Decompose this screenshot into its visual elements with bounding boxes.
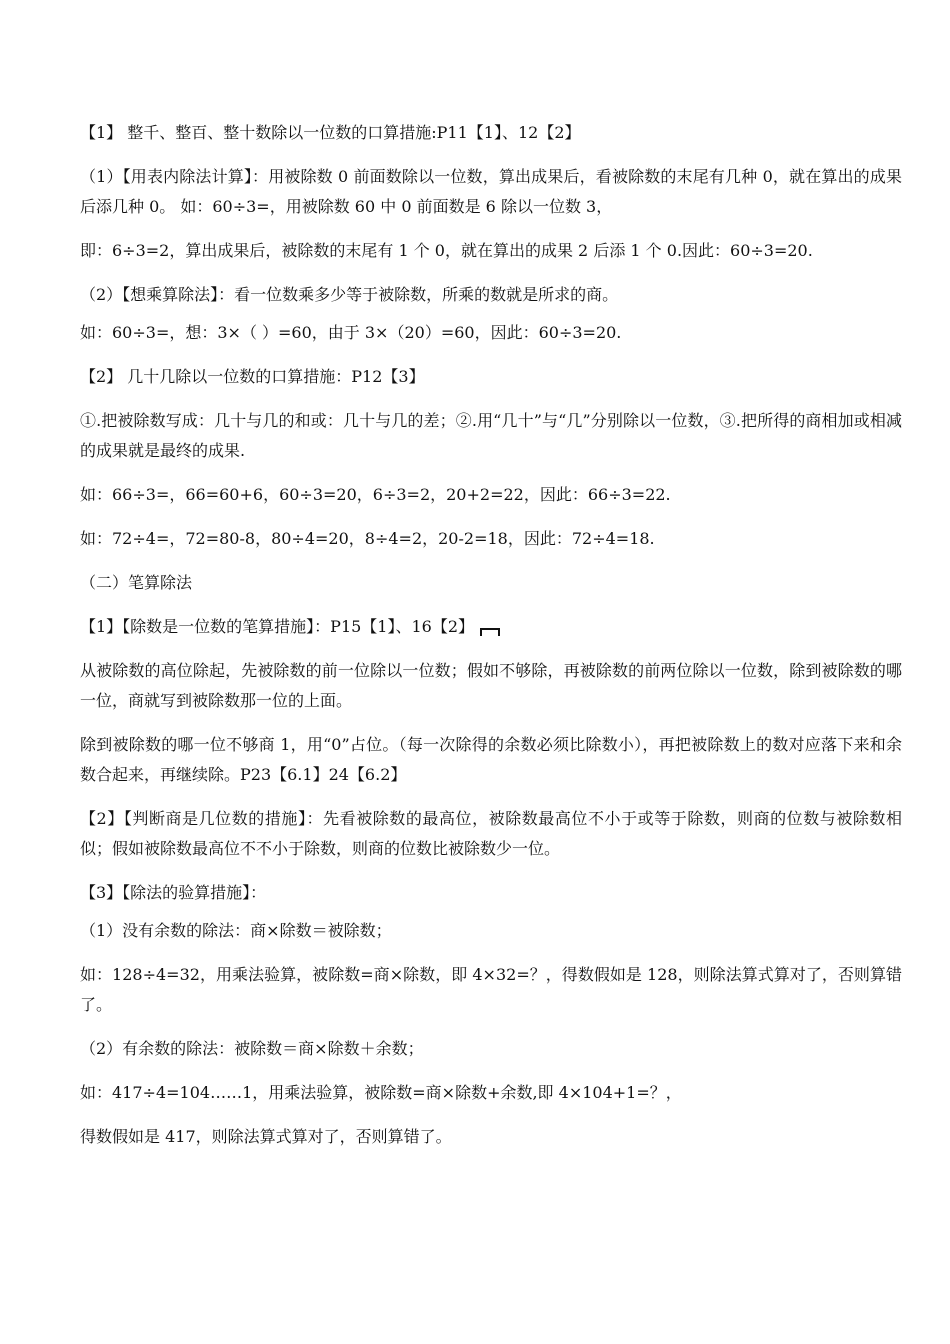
paragraph-example-417-div-4: 如：417÷4=104……1，用乘法验算，被除数=商×除数+余数,即 4×104+1=？，: [80, 1083, 682, 1102]
paragraph-example-128-div-4: 如：128÷4=32，用乘法验算，被除数=商×除数，即 4×32=？，得数假如是 128，则除法算式算对了，否则算错了。: [80, 965, 902, 1014]
paragraph-example-72-div-4: 如：72÷4=，72=80-8，80÷4=20，8÷4=2，20-2=18，因此：72÷4=18.: [80, 529, 655, 548]
paragraph-check-result: 得数假如是 417，则除法算式算对了，否则算错了。: [80, 1127, 452, 1146]
paragraph-no-remainder: （1）没有余数的除法：商×除数＝被除数；: [80, 921, 392, 940]
paragraph-zero-placeholder: 除到被除数的哪一位不够商 1，用“0”占位。（每一次除得的余数必须比除数小），再把被除数上的数对应落下来和余数合起来，再继续除。P23【6.1】24【6.2】: [80, 735, 902, 784]
heading-one-digit-divisor-text: 【1】【除数是一位数的笔算措施】：P15【1】、16【2】: [80, 617, 475, 636]
heading-one-digit-divisor-method: [80, 612, 902, 642]
document-page: [80, 118, 902, 1166]
paragraph-quotient-digits: 【2】【判断商是几位数的措施】：先看被除数的最高位，被除数最高位不小于或等于除数，则商的位数与被除数相似；假如被除数最高位不不小于除数，则商的位数比被除数少一位。: [80, 809, 902, 858]
paragraph-split-method: ①.把被除数写成：几十与几的和或：几十与几的差；②.用“几十”与“几”分别除以一位数，③.把所得的商相加或相减的成果就是最终的成果.: [80, 411, 902, 460]
division-bracket-icon: [480, 628, 500, 636]
paragraph-example-multiplication: 如：60÷3=，想：3×（ ）=60，由于 3×（20）=60，因此：60÷3=20.: [80, 323, 622, 342]
heading-written-division: （二）笔算除法: [80, 573, 193, 592]
heading-division-check: 【3】【除法的验算措施】：: [80, 883, 267, 902]
paragraph-table-division-method: （1）【用表内除法计算】：用被除数 0 前面数除以一位数，算出成果后，看被除数的末尾有几种 0，就在算出的成果后添几种 0。 如：60÷3=，用被除数 60 中 0 前面数是 6 除以一位数 3，: [80, 167, 902, 216]
heading-oral-division-round-numbers: 【1】 整千、整百、整十数除以一位数的口算措施:P11【1】、12【2】: [80, 123, 581, 142]
heading-oral-division-two-digit: 【2】 几十几除以一位数的口算措施：P12【3】: [80, 367, 425, 386]
paragraph-example-66-div-3: 如：66÷3=，66=60+6，60÷3=20，6÷3=2，20+2=22，因此：66÷3=22.: [80, 485, 671, 504]
paragraph-with-remainder: （2）有余数的除法：被除数＝商×除数＋余数；: [80, 1039, 424, 1058]
paragraph-example-60-div-3: 即：6÷3=2，算出成果后，被除数的末尾有 1 个 0，就在算出的成果 2 后添 1 个 0.因此：60÷3=20.: [80, 241, 813, 260]
paragraph-multiplication-method: （2）【想乘算除法】：看一位数乘多少等于被除数，所乘的数就是所求的商。: [80, 285, 619, 304]
paragraph-high-place-division: 从被除数的高位除起，先被除数的前一位除以一位数；假如不够除，再被除数的前两位除以一位数，除到被除数的哪一位，商就写到被除数那一位的上面。: [80, 661, 902, 710]
